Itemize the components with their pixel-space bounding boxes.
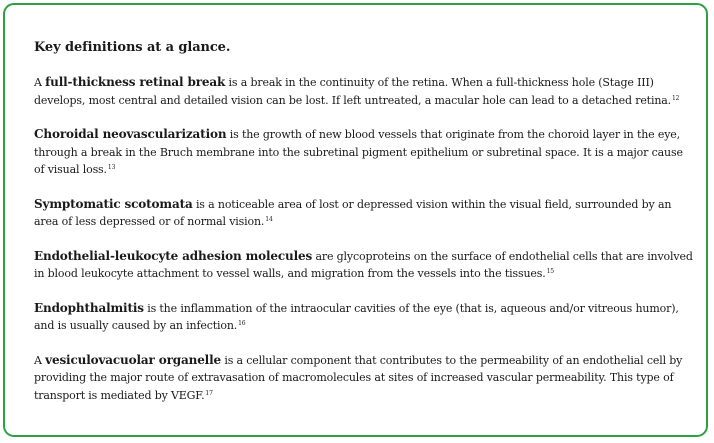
definition-vesiculovacuolar-organelle: [34, 352, 694, 405]
reference-number: 14: [265, 216, 273, 223]
definition-text: is a break in the continuity of the retina. When a full-thickness hole (Stage III) develops, most central and detailed vision can be lost. If left untreated, a macular hole can lead to a detached retina.: [34, 76, 672, 107]
reference-number: 13: [107, 164, 116, 171]
definition-text: are glycoproteins on the surface of endothelial cells that are involved in blood leukocyte attachment to vessel walls, and migration from the vessels into the tissues.: [34, 249, 693, 280]
definition-text: is the inflammation of the intraocular cavities of the eye (that is, aqueous and/or vitreous humor), and is usually caused by an infection.: [34, 301, 679, 332]
definition-term: Choroidal neovascularization: [34, 127, 227, 141]
reference-number: 15: [546, 268, 554, 275]
definition-term: Endothelial-leukocyte adhesion molecules: [34, 248, 313, 263]
reference-number: 12: [672, 94, 680, 102]
reference-number: 17: [205, 389, 213, 397]
definition-text: is a noticeable area of lost or depressed vision within the visual field, surrounded by an area of less depressed or of normal vision.: [34, 197, 672, 228]
reference-number: 16: [238, 320, 246, 327]
definition-term: Symptomatic scotomata: [34, 196, 193, 211]
definition-term: Endophthalmitis: [34, 300, 144, 315]
definitions-box: [3, 3, 708, 437]
definitions-content: [34, 40, 694, 421]
definition-text: is the growth of new blood vessels that originate from the choroid layer in the eye, through a break in the Bruch membrane into the subretinal pigment epithelium or subretinal space. It is a major cause of visual loss.: [34, 128, 683, 176]
definition-text: is a cellular component that contributes to the permeability of an endothelial cell by providing the major route of extravasation of macromolecules at sites of increased vascular permeability. This type of transport is mediated by VEGF.: [34, 353, 683, 402]
definition-endothelial-leukocyte-adhesion-molecules: [34, 248, 694, 283]
definition-prefix: A: [34, 353, 46, 367]
box-title: Key definitions at a glance.: [34, 40, 231, 55]
definition-full-thickness-retinal-break: [34, 74, 694, 109]
definition-choroidal-neovascularization: [34, 126, 694, 179]
definition-term: full-thickness retinal break: [45, 75, 226, 89]
definition-prefix: A: [34, 76, 46, 89]
definition-symptomatic-scotomata: [34, 196, 694, 231]
definition-term: vesiculovacuolar organelle: [45, 352, 221, 367]
definition-endophthalmitis: [34, 300, 694, 335]
